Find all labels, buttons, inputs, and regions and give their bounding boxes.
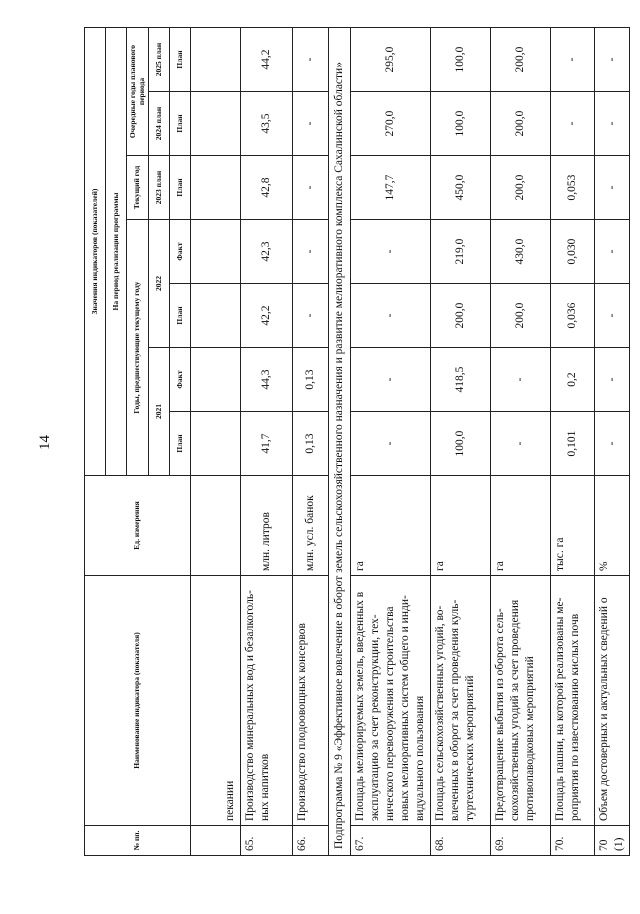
value-cell: 0,101 (551, 412, 595, 476)
value-cell: 200,0 (431, 284, 491, 348)
value-cell: 44,2 (241, 28, 293, 92)
value-cell (191, 28, 241, 92)
table-row (293, 28, 329, 856)
value-cell: 200,0 (491, 156, 551, 220)
value-cell: 42,8 (241, 156, 293, 220)
header-year-2022: 2022 (149, 220, 170, 348)
value-cell: 200,0 (491, 284, 551, 348)
indicator-name: Площадь мелиорируемых земель, введенных в эксплуатацию за счет реконструкции, тех-нического перевооружения и строительства новых мелиоративных систем общего и инди-видуального пользования (351, 576, 431, 826)
header-current-year: Текущий год (127, 156, 149, 220)
value-cell: - (595, 156, 630, 220)
value-cell: 100,0 (431, 412, 491, 476)
indicator-name: Объем достоверных и актуальных сведений о (595, 576, 630, 826)
header-plan: План (170, 92, 191, 156)
value-cell: - (351, 220, 431, 284)
value-cell (191, 156, 241, 220)
value-cell: - (351, 284, 431, 348)
value-cell: 450,0 (431, 156, 491, 220)
value-cell: - (293, 156, 329, 220)
row-number: 65. (241, 826, 293, 856)
unit-cell: % (595, 476, 630, 576)
value-cell: 430,0 (491, 220, 551, 284)
value-cell: - (595, 348, 630, 412)
value-cell: - (293, 284, 329, 348)
value-cell: - (595, 28, 630, 92)
value-cell: - (293, 220, 329, 284)
indicator-name: Площадь сельскохозяйственных угодий, во-влеченных в оборот за счет проведения куль-туртехнических мероприятий (431, 576, 491, 826)
value-cell: - (595, 412, 630, 476)
value-cell (191, 348, 241, 412)
page-number: 14 (37, 435, 53, 450)
header-no: № пп. (85, 826, 191, 856)
unit-cell: тыс. га (551, 476, 595, 576)
indicator-name: Площадь пашни, на которой реализованы ме-роприятия по известкованию кислых почв (551, 576, 595, 826)
header-year-2023: 2023 план (149, 156, 170, 220)
value-cell: 219,0 (431, 220, 491, 284)
value-cell: - (293, 28, 329, 92)
value-cell: - (491, 412, 551, 476)
rotated-table-container (84, 28, 626, 856)
indicator-name: Производство минеральных вод и безалкоголь-ных напитков (241, 576, 293, 826)
value-cell: - (551, 28, 595, 92)
table-row (431, 28, 491, 856)
header-year-2021: 2021 (149, 348, 170, 476)
header-plan: План (170, 28, 191, 92)
value-cell: 100,0 (431, 92, 491, 156)
header-values: Значения индикаторов (показателей) (85, 28, 106, 476)
header-unit: Ед. измерения (85, 476, 191, 576)
value-cell: 43,5 (241, 92, 293, 156)
value-cell (191, 412, 241, 476)
row-number: 67. (351, 826, 431, 856)
header-name: Наименование индикатора (показателя) (85, 576, 191, 826)
indicators-table (84, 27, 630, 856)
unit-cell: га (491, 476, 551, 576)
indicator-name: Предотвращение выбытия из оборота сель-скохозяйственных угодий за счет проведения противопаводковых мероприятий (491, 576, 551, 826)
header-fact: Факт (170, 348, 191, 412)
value-cell: 0,036 (551, 284, 595, 348)
value-cell: - (351, 348, 431, 412)
value-cell: 0,2 (551, 348, 595, 412)
value-cell: 0,053 (551, 156, 595, 220)
row-number: 70. (551, 826, 595, 856)
value-cell: 0,13 (293, 348, 329, 412)
subprogram-row (329, 28, 351, 856)
header-plan: План (170, 284, 191, 348)
value-cell: 42,3 (241, 220, 293, 284)
indicator-name: пекании (191, 576, 241, 826)
header-next-years: Очередные годы планового периода (127, 28, 149, 156)
value-cell: 100,0 (431, 28, 491, 92)
header-program-period: На период реализации программы (106, 28, 127, 476)
indicator-name: Производство плодоовощных консервов (293, 576, 329, 826)
value-cell: 200,0 (491, 92, 551, 156)
value-cell (191, 92, 241, 156)
unit-cell: млн. усл. банок (293, 476, 329, 576)
value-cell: 200,0 (491, 28, 551, 92)
table-row (595, 28, 630, 856)
value-cell: - (491, 348, 551, 412)
unit-cell (191, 476, 241, 576)
value-cell: 418,5 (431, 348, 491, 412)
value-cell: 0,030 (551, 220, 595, 284)
header-plan: План (170, 156, 191, 220)
value-cell: 44,3 (241, 348, 293, 412)
row-number: 66. (293, 826, 329, 856)
value-cell (191, 220, 241, 284)
row-number (191, 826, 241, 856)
unit-cell: млн. литров (241, 476, 293, 576)
value-cell: - (351, 412, 431, 476)
value-cell: 147,7 (351, 156, 431, 220)
value-cell: 41,7 (241, 412, 293, 476)
table-row (351, 28, 431, 856)
value-cell: 295,0 (351, 28, 431, 92)
value-cell: 42,2 (241, 284, 293, 348)
unit-cell: га (351, 476, 431, 576)
header-year-2025: 2025 план (149, 28, 170, 92)
subprogram-title: Подпрограмма № 9 «Эффективное вовлечение в оборот земель сельскохозяйственного назначения и развитие мелиоративного комплекса Сахалинской области» (329, 28, 351, 856)
value-cell: - (595, 220, 630, 284)
value-cell: 0,13 (293, 412, 329, 476)
table-row (491, 28, 551, 856)
header-fact: Факт (170, 220, 191, 284)
row-number: 70 (1) (595, 826, 630, 856)
value-cell (191, 284, 241, 348)
row-number: 68. (431, 826, 491, 856)
table-row (551, 28, 595, 856)
value-cell: - (551, 92, 595, 156)
value-cell: - (595, 92, 630, 156)
value-cell: - (293, 92, 329, 156)
header-year-2024: 2024 план (149, 92, 170, 156)
value-cell: 270,0 (351, 92, 431, 156)
header-prev-years: Годы, предшествующие текущему году (127, 220, 149, 476)
header-plan: План (170, 412, 191, 476)
unit-cell: га (431, 476, 491, 576)
table-row (241, 28, 293, 856)
row-number: 69. (491, 826, 551, 856)
table-row (191, 28, 241, 856)
value-cell: - (595, 284, 630, 348)
